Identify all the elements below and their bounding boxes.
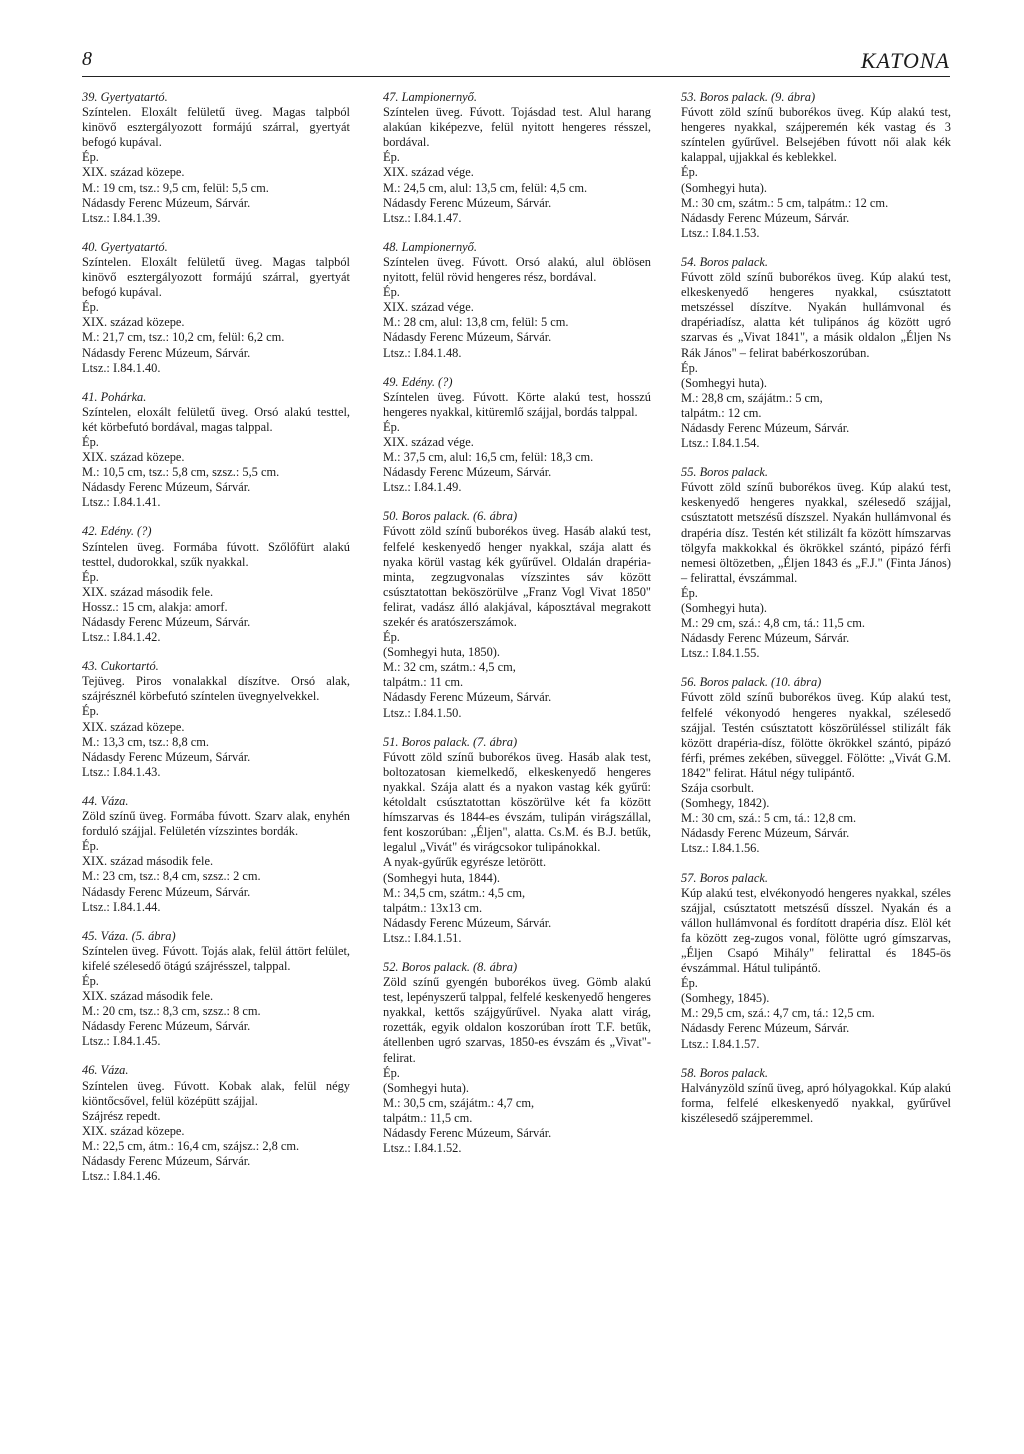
entry-detail-line: M.: 29,5 cm, szá.: 4,7 cm, tá.: 12,5 cm. (681, 1006, 875, 1021)
entry-detail-line: M.: 30 cm, szá.: 5 cm, tá.: 12,8 cm. (681, 811, 857, 826)
catalogue-entry (82, 929, 350, 1050)
entry-detail-line: M.: 10,5 cm, tsz.: 5,8 cm, szsz.: 5,5 cm. (82, 465, 280, 480)
entry-detail-line: Ltsz.: I.84.1.57. (681, 1036, 760, 1051)
entry-detail-line: Nádasdy Ferenc Múzeum, Sárvár. (383, 465, 552, 480)
entry-description: Színtelen. Eloxált felületű üveg. Magas talpból kinövő esztergályozott formájú szárral, gyertyát befogó kupával. (82, 254, 350, 300)
entry-detail-line: Ltsz.: I.84.1.54. (681, 436, 760, 451)
entry-detail-line: Ép. (383, 1065, 400, 1080)
catalogue-entry (82, 240, 350, 376)
entry-title: 44. Váza. (82, 793, 129, 808)
entry-detail-line: XIX. század vége. (383, 434, 474, 449)
entry-detail-line: Ép. (681, 360, 698, 375)
entry-detail-line: XIX. század közepe. (82, 450, 185, 465)
entry-detail-line: Ép. (681, 585, 698, 600)
entry-detail-line: Ltsz.: I.84.1.52. (383, 1141, 462, 1156)
entry-title: 45. Váza. (5. ábra) (82, 928, 176, 943)
entry-detail-line: M.: 37,5 cm, alul: 16,5 cm, felül: 18,3 cm. (383, 450, 594, 465)
entry-detail-line: Ltsz.: I.84.1.46. (82, 1169, 161, 1184)
entry-description: Fúvott zöld színű buborékos üveg. Hasáb alak test, boltozatosan kiemelkedő, elkeskenyedő hengeres nyakkal. Szája alatt és a nyakon vastag kék gyűrű: kétoldalt csúsztatottan köszörülve két fa között hímszarvas és 1844-es évszám, tulipán virágszállal, fent koszorúban: „Éljen", alatta. Cs.M. és B.J. betűk, legalul „Vivát" és virágcsokor tulipánokkal. (383, 749, 651, 855)
entry-detail-line: M.: 34,5 cm, szátm.: 4,5 cm, (383, 885, 526, 900)
entry-detail-line: XIX. század második fele. (82, 989, 214, 1004)
entry-detail-line: Ép. (383, 285, 400, 300)
catalogue-entry (681, 1066, 951, 1126)
entry-detail-line: M.: 28,8 cm, szájátm.: 5 cm, (681, 390, 823, 405)
page-number: 8 (82, 48, 92, 70)
entry-detail-line: Ltsz.: I.84.1.44. (82, 899, 161, 914)
entry-detail-line: Ltsz.: I.84.1.49. (383, 480, 462, 495)
entry-title: 55. Boros palack. (681, 465, 768, 480)
entry-detail-line: XIX. század második fele. (82, 854, 214, 869)
entry-description: Színtelen üveg. Fúvott. Orsó alakú, alul öblösen nyitott, felül rövid hengeres rész, bordával. (383, 254, 651, 285)
entry-detail-line: Nádasdy Ferenc Múzeum, Sárvár. (383, 1126, 552, 1140)
header-rule (82, 76, 950, 77)
entry-title: 46. Váza. (82, 1063, 129, 1078)
entry-description: Színtelen üveg. Fúvott. Körte alakú test, hosszú hengeres nyakkal, kitüremlő szájjal, bordás talppal. (383, 389, 651, 419)
entry-detail-line: (Somhegyi huta). (681, 375, 768, 390)
entry-description: Kúp alakú test, elvékonyodó hengeres nyakkal, széles szájjal, csúsztatott metszésű dísszel. Nyakán és a vállon hullámvonal és fordított drapéria dísz. Elöl két fa között zeg-zugos vonal, fölötte ugró gímszarvas, „Éljen Csapó Mihály" felirattal és 1845-ös évszámmal. Hátul tulipántő. (681, 885, 951, 976)
entry-detail-line: XIX. század közepe. (82, 165, 185, 180)
entry-detail-line: talpátm.: 11,5 cm. (383, 1110, 473, 1125)
entry-detail-line: M.: 22,5 cm, átm.: 16,4 cm, szájsz.: 2,8 cm. (82, 1138, 300, 1153)
entry-detail-line: Nádasdy Ferenc Múzeum, Sárvár. (681, 1021, 850, 1036)
entry-detail-line: Ép. (82, 434, 99, 449)
entry-detail-line: (Somhegyi huta). (383, 1080, 470, 1095)
entry-title: 49. Edény. (?) (383, 374, 453, 389)
entry-title: 39. Gyertyatartó. (82, 90, 168, 104)
entry-detail-line: Ép. (82, 569, 99, 584)
entry-detail-line: Nádasdy Ferenc Múzeum, Sárvár. (383, 915, 552, 930)
entry-description: Színtelen üveg. Fúvott. Tojás alak, felül áttört felület, kifelé szélesedő ötágú szájrésszel, talppal. (82, 943, 350, 973)
entry-detail-line: M.: 30,5 cm, szájátm.: 4,7 cm, (383, 1095, 535, 1110)
catalogue-entry (681, 255, 951, 451)
entry-detail-line: Nádasdy Ferenc Múzeum, Sárvár. (681, 631, 850, 646)
entry-title: 54. Boros palack. (681, 254, 768, 269)
catalogue-entry (82, 659, 350, 780)
entry-detail-line: Ltsz.: I.84.1.43. (82, 764, 161, 779)
catalogue-entry (681, 675, 951, 856)
entry-detail-line: XIX. század közepe. (82, 719, 185, 734)
column-2 (383, 90, 651, 1170)
entry-detail-line: Ép. (681, 165, 698, 180)
entry-title: 48. Lampionernyő. (383, 239, 477, 254)
catalogue-entry (681, 465, 951, 661)
entry-detail-line: M.: 32 cm, szátm.: 4,5 cm, (383, 660, 516, 675)
entry-detail-line: Nádasdy Ferenc Múzeum, Sárvár. (383, 330, 552, 345)
catalogue-entry (383, 960, 651, 1156)
entry-description: Zöld színű üveg. Formába fúvott. Szarv alak, enyhén forduló szájjal. Felületén vízszintes bordák. (82, 809, 350, 839)
entry-detail-line: Ép. (82, 150, 99, 165)
entry-detail-line: talpátm.: 12 cm. (681, 405, 762, 420)
catalogue-entry (82, 524, 350, 645)
entry-detail-line: Ép. (383, 419, 400, 434)
entry-detail-line: Ltsz.: I.84.1.40. (82, 360, 161, 375)
entry-detail-line: Nádasdy Ferenc Múzeum, Sárvár. (82, 345, 251, 360)
catalogue-entry (383, 240, 651, 361)
entry-description: Fúvott zöld színű buborékos üveg. Kúp alakú test, keskenyedő hengeres nyakkal, szélesedő szájjal, csúsztatott metszésű díszszel. Nyakán hullámvonal és drapéria dísz. Testén két stilizált fa között hímszarvas tölgyfa makkokkal és ökrökkel szántó, pipázó férfi nemesi öltözetben, „Éljen 1843 és „F.J." (Finta János) – felirattal, évszámmal. (681, 480, 951, 585)
entry-description: Zöld színű gyengén buborékos üveg. Gömb alakú test, lepényszerű talppal, felfelé keskenyedő hengeres nyakkal, kettős szájgyűrűvel. Nyaka alatt virág, rozetták, egyik oldalon koszorúban írott T.F. betűk, átellenben ugró szarvas, 1850-es évszám és „Vivat"-felirat. (383, 975, 651, 1065)
entry-title: 42. Edény. (?) (82, 524, 152, 539)
entry-detail-line: XIX. század közepe. (82, 315, 185, 330)
entry-detail-line: Ép. (82, 973, 99, 988)
entry-detail-line: Szájrész repedt. (82, 1108, 161, 1123)
entry-detail-line: Ltsz.: I.84.1.50. (383, 705, 462, 720)
entry-detail-line: Nádasdy Ferenc Múzeum, Sárvár. (82, 1019, 251, 1034)
entry-detail-line: Ltsz.: I.84.1.55. (681, 646, 760, 661)
entry-detail-line: Ltsz.: I.84.1.56. (681, 841, 760, 856)
entry-detail-line: Ltsz.: I.84.1.45. (82, 1034, 161, 1049)
entry-title: 41. Pohárka. (82, 389, 147, 404)
entry-title: 51. Boros palack. (7. ábra) (383, 734, 518, 749)
entry-detail-line: XIX. század közepe. (82, 1123, 185, 1138)
catalogue-entry (383, 375, 651, 496)
entry-description: Színtelen üveg. Fúvott. Kobak alak, felül négy kiöntőcsővel, felül középütt szájjal. (82, 1078, 350, 1108)
catalogue-entry (82, 1063, 350, 1184)
column-3 (681, 90, 951, 1140)
entry-title: 52. Boros palack. (8. ábra) (383, 959, 518, 974)
entry-detail-line: Szája csorbult. (681, 781, 754, 796)
entry-detail-line: Ép. (82, 300, 99, 315)
entry-detail-line: XIX. század vége. (383, 300, 474, 315)
entry-detail-line: (Somhegyi huta, 1844). (383, 870, 501, 885)
entry-detail-line: Ltsz.: I.84.1.48. (383, 345, 462, 360)
entry-detail-line: Ltsz.: I.84.1.53. (681, 225, 760, 240)
running-head: KATONA (860, 48, 950, 73)
entry-title: 47. Lampionernyő. (383, 90, 477, 104)
entry-description: Fúvott zöld színű buborékos üveg. Kúp alakú test, felfelé vékonyodó hengeres nyakkal, szélesedő szájjal. Testén csúsztatott köszörüléssel stilizált fák között drapéria-dísz, fölötte ökrökkel szántó, pipázó férfi, prémes zekében, süveggel. Fölötte: „Vivát G.M. 1842" felirat. Hátul négy tulipántő. (681, 690, 951, 780)
entry-detail-line: Ép. (82, 704, 99, 719)
catalogue-entry (383, 509, 651, 720)
entry-detail-line: M.: 19 cm, tsz.: 9,5 cm, felül: 5,5 cm. (82, 180, 269, 195)
entry-detail-line: Nádasdy Ferenc Múzeum, Sárvár. (681, 210, 850, 225)
entry-detail-line: Nádasdy Ferenc Múzeum, Sárvár. (681, 826, 850, 841)
entry-title: 53. Boros palack. (9. ábra) (681, 90, 816, 104)
entry-description: Fúvott zöld színű buborékos üveg. Kúp alakú test, hengeres nyakkal, szájperemén kék vastag és 3 színtelen gyűrűvel. Belsejében fúvott női alak kék kalappal, ujjakkal és keblekkel. (681, 105, 951, 165)
entry-title: 40. Gyertyatartó. (82, 239, 168, 254)
entry-detail-line: Ép. (383, 630, 400, 645)
entry-detail-line: Nádasdy Ferenc Múzeum, Sárvár. (82, 615, 251, 629)
entry-detail-line: Nádasdy Ferenc Múzeum, Sárvár. (82, 1154, 251, 1168)
entry-detail-line: (Somhegyi huta). (681, 601, 768, 615)
entry-title: 56. Boros palack. (10. ábra) (681, 675, 822, 690)
entry-detail-line: M.: 21,7 cm, tsz.: 10,2 cm, felül: 6,2 cm. (82, 330, 285, 345)
entry-detail-line: Ltsz.: I.84.1.41. (82, 495, 161, 510)
entry-detail-line: (Somhegyi huta, 1850). (383, 645, 501, 660)
entry-description: Színtelen, eloxált felületű üveg. Orsó alakú testtel, két körbefutó bordával, magas talppal. (82, 404, 350, 434)
entry-detail-line: Ltsz.: I.84.1.47. (383, 210, 462, 225)
entry-detail-line: M.: 23 cm, tsz.: 8,4 cm, szsz.: 2 cm. (82, 869, 261, 884)
entry-detail-line: XIX. század második fele. (82, 584, 214, 599)
entry-detail-line: M.: 28 cm, alul: 13,8 cm, felül: 5 cm. (383, 315, 569, 330)
catalogue-entry (681, 871, 951, 1052)
entry-detail-line: talpátm.: 13x13 cm. (383, 900, 483, 915)
entry-detail-line: Ép. (681, 976, 698, 991)
entry-description: Színtelen üveg. Formába fúvott. Szőlőfürt alakú testtel, dudorokkal, szűk nyakkal. (82, 539, 350, 569)
entry-detail-line: Nádasdy Ferenc Múzeum, Sárvár. (82, 884, 251, 899)
catalogue-entry (681, 90, 951, 241)
entry-detail-line: Ltsz.: I.84.1.42. (82, 630, 161, 645)
entry-detail-line: talpátm.: 11 cm. (383, 675, 464, 690)
entry-detail-line: Nádasdy Ferenc Múzeum, Sárvár. (82, 749, 251, 764)
entry-detail-line: Hossz.: 15 cm, alakja: amorf. (82, 599, 228, 614)
entry-detail-line: M.: 13,3 cm, tsz.: 8,8 cm. (82, 734, 209, 749)
entry-detail-line: M.: 20 cm, tsz.: 8,3 cm, szsz.: 8 cm. (82, 1004, 261, 1019)
entry-detail-line: (Somhegy, 1842). (681, 796, 770, 811)
catalogue-entry (82, 390, 350, 511)
entry-detail-line: Ltsz.: I.84.1.39. (82, 210, 161, 225)
entry-description: Színtelen üveg. Fúvott. Tojásdad test. Alul harang alakúan kiképezve, felül nyitott hengeres résszel, bordával. (383, 105, 651, 150)
catalogue-entry (82, 794, 350, 915)
entry-detail-line: Ltsz.: I.84.1.51. (383, 930, 462, 945)
entry-title: 50. Boros palack. (6. ábra) (383, 509, 518, 524)
entry-detail-line: Nádasdy Ferenc Múzeum, Sárvár. (383, 690, 552, 705)
entry-title: 58. Boros palack. (681, 1065, 768, 1080)
entry-title: 57. Boros palack. (681, 870, 768, 885)
entry-detail-line: Nádasdy Ferenc Múzeum, Sárvár. (681, 420, 850, 435)
column-1 (82, 90, 350, 1198)
entry-detail-line: A nyak-gyűrűk egyrésze letörött. (383, 855, 547, 870)
entry-description: Fúvott zöld színű buborékos üveg. Kúp alakú test, elkeskenyedő hengeres nyakkal, csúsztatott metszéssel díszítve. Nyakán hullámvonal és drapériadísz, alatta két tulipános ág között ugró szarvas és „Vivat 1841", a másik oldalon „Éljen Ns Rák János" – felirat babérkoszorúban. (681, 270, 951, 360)
entry-detail-line: (Somhegy, 1845). (681, 991, 770, 1006)
entry-detail-line: M.: 24,5 cm, alul: 13,5 cm, felül: 4,5 cm. (383, 180, 588, 195)
entry-detail-line: M.: 29 cm, szá.: 4,8 cm, tá.: 11,5 cm. (681, 616, 865, 631)
entry-description: Fúvott zöld színű buborékos üveg. Hasáb alakú test, felfelé keskenyedő henger nyakkal, szája alatt és nyaka körül vastag kék gyűrűvel. Oldalán drapéria-minta, zegzugvonalas vízszintes sáv között csúsztatottan beköszörülve „Franz Vogl Vivat 1850" felirat, vadász álló alakjával, káposztával megrakott szekér és aratószerszámok. (383, 524, 651, 629)
entry-detail-line: Nádasdy Ferenc Múzeum, Sárvár. (82, 480, 251, 495)
entry-detail-line: Ép. (82, 839, 99, 854)
entry-description: Színtelen. Eloxált felületű üveg. Magas talpból kinövő esztergályozott formájú szárral, gyertyát befogó kupával. (82, 105, 350, 150)
entry-detail-line: (Somhegyi huta). (681, 180, 768, 195)
entry-detail-line: Nádasdy Ferenc Múzeum, Sárvár. (383, 195, 552, 210)
entry-description: Halványzöld színű üveg, apró hólyagokkal. Kúp alakú forma, felfelé elkeskenyedő nyakkal, gyűrűvel kiszélesedő szájperemmel. (681, 1080, 951, 1125)
catalogue-entry (383, 90, 651, 226)
catalogue-entry (82, 90, 350, 226)
entry-detail-line: XIX. század vége. (383, 165, 474, 180)
entry-detail-line: Ép. (383, 150, 400, 165)
entry-description: Tejüveg. Piros vonalakkal díszítve. Orsó alak, szájrésznél körbefutó színtelen üvegnyelvekkel. (82, 674, 350, 704)
entry-detail-line: M.: 30 cm, szátm.: 5 cm, talpátm.: 12 cm. (681, 195, 889, 210)
catalogue-entry (383, 735, 651, 946)
entry-title: 43. Cukortartó. (82, 659, 159, 674)
entry-detail-line: Nádasdy Ferenc Múzeum, Sárvár. (82, 195, 251, 210)
